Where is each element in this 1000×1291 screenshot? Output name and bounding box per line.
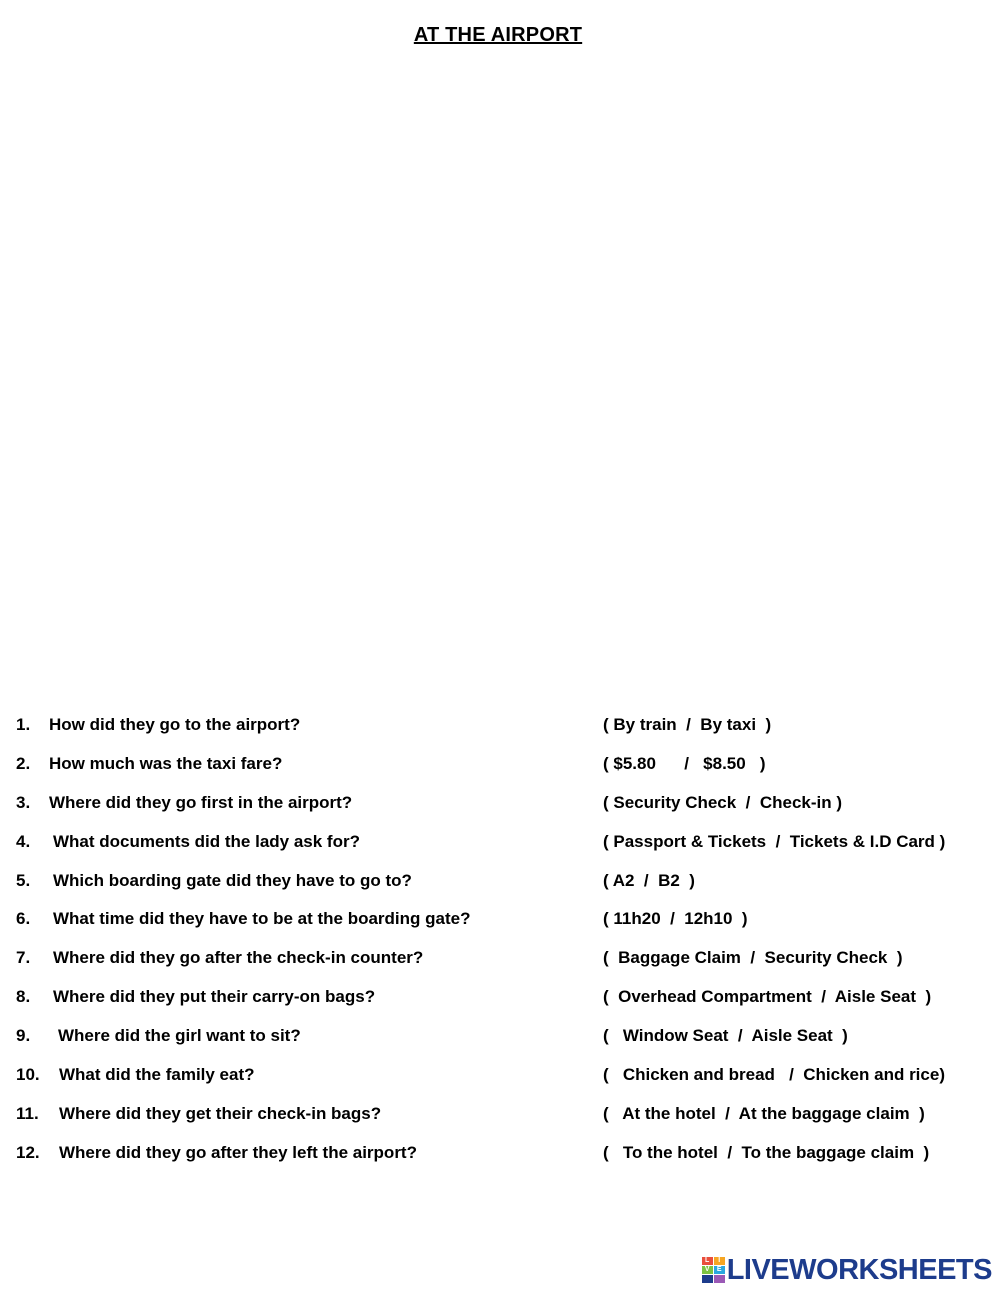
- answer-options[interactable]: ( Chicken and bread / Chicken and rice): [603, 1065, 945, 1085]
- question-row: [0, 1056, 1000, 1095]
- question-list: [0, 706, 1000, 1173]
- question-number: 5.: [16, 870, 31, 890]
- answer-options[interactable]: ( Overhead Compartment / Aisle Seat ): [603, 987, 932, 1007]
- question-text: Where did the girl want to sit?: [58, 1026, 301, 1046]
- question-text: Where did they put their carry-on bags?: [53, 987, 376, 1007]
- answer-options[interactable]: ( Window Seat / Aisle Seat ): [603, 1026, 848, 1046]
- question-row: [0, 745, 1000, 784]
- answer-options[interactable]: ( At the hotel / At the baggage claim ): [603, 1103, 925, 1123]
- answer-options[interactable]: ( To the hotel / To the baggage claim ): [603, 1142, 930, 1162]
- question-row: [0, 862, 1000, 901]
- question-text: Where did they go after the check-in counter?: [53, 948, 424, 968]
- logo-tile: L: [702, 1257, 713, 1265]
- question-text: Where did they go first in the airport?: [49, 792, 353, 812]
- question-number: 1.: [16, 715, 31, 734]
- question-number: 9.: [16, 1026, 31, 1046]
- logo-tile: E: [714, 1266, 725, 1274]
- question-text: What time did they have to be at the boarding gate?: [53, 909, 471, 929]
- question-text: How much was the taxi fare?: [49, 753, 283, 773]
- question-number: 3.: [16, 792, 31, 812]
- question-text: What documents did the lady ask for?: [53, 831, 360, 851]
- question-row: [0, 939, 1000, 978]
- question-number: 2.: [16, 753, 31, 773]
- question-row: [0, 1095, 1000, 1134]
- answer-options[interactable]: ( 11h20 / 12h10 ): [603, 909, 748, 929]
- question-row: [0, 823, 1000, 862]
- question-text: What did the family eat?: [59, 1065, 255, 1085]
- answer-options[interactable]: ( Security Check / Check-in ): [603, 792, 843, 812]
- answer-options[interactable]: ( $5.80 / $8.50 ): [603, 753, 766, 773]
- question-number: 12.: [16, 1142, 40, 1162]
- question-row: [0, 978, 1000, 1017]
- logo-tile: V: [702, 1266, 713, 1274]
- question-row: [0, 706, 1000, 745]
- logo-text: LIVEWORKSHEETS: [726, 1253, 992, 1286]
- question-row: [0, 1017, 1000, 1056]
- answer-options[interactable]: ( Passport & Tickets / Tickets & I.D Card ): [603, 831, 946, 851]
- question-number: 10.: [16, 1065, 40, 1085]
- question-number: 8.: [16, 987, 31, 1007]
- answer-options[interactable]: ( By train / By taxi ): [603, 715, 772, 734]
- liveworksheets-logo[interactable]: [702, 1253, 992, 1287]
- page-title: AT THE AIRPORT: [413, 24, 583, 46]
- question-text: Which boarding gate did they have to go to?: [53, 870, 412, 890]
- logo-tile: [714, 1275, 725, 1283]
- logo-mark-icon: [702, 1257, 725, 1283]
- question-row: [0, 900, 1000, 939]
- question-text: How did they go to the airport?: [49, 715, 301, 734]
- answer-options[interactable]: ( A2 / B2 ): [603, 870, 695, 890]
- question-number: 7.: [16, 948, 31, 968]
- question-row: [0, 784, 1000, 823]
- question-row: [0, 1134, 1000, 1173]
- question-text: Where did they get their check-in bags?: [59, 1103, 382, 1123]
- question-number: 11.: [16, 1103, 39, 1123]
- logo-tile: I: [714, 1257, 725, 1265]
- question-number: 6.: [16, 909, 31, 929]
- logo-tile: [702, 1275, 713, 1283]
- question-number: 4.: [16, 831, 31, 851]
- question-text: Where did they go after they left the airport?: [59, 1142, 417, 1162]
- answer-options[interactable]: ( Baggage Claim / Security Check ): [603, 948, 903, 968]
